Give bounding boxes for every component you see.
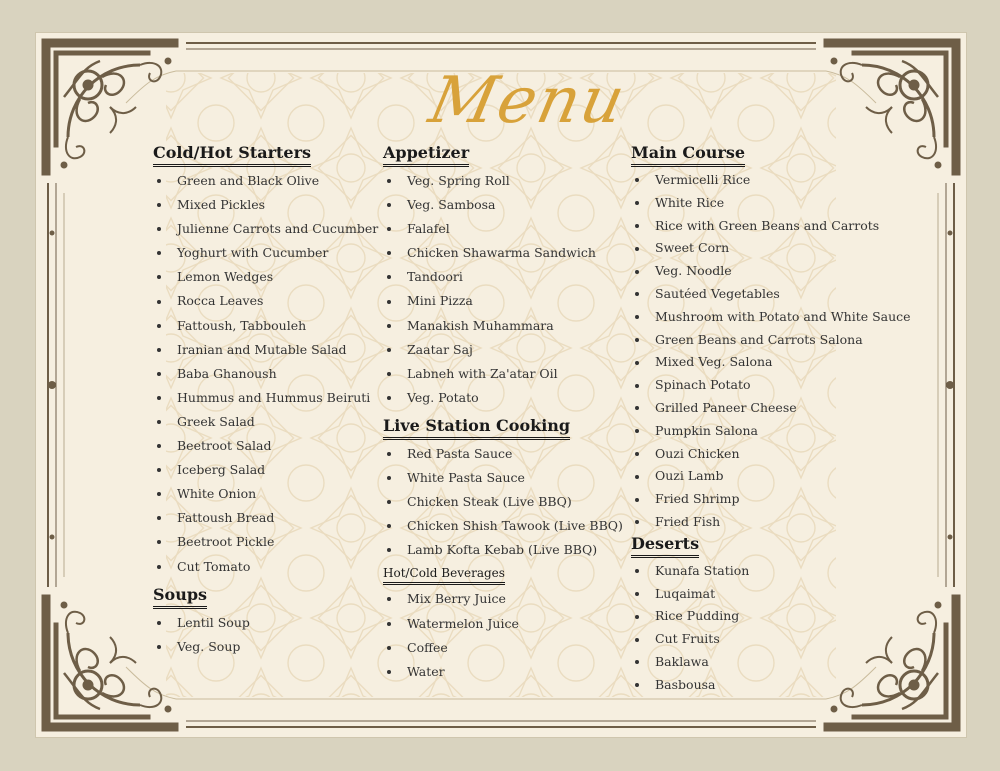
section-heading-live-station: Live Station Cooking: [383, 416, 570, 440]
menu-item: Fattoush Bread: [153, 506, 378, 530]
menu-item: Water: [383, 660, 623, 684]
section-heading-appetizer: Appetizer: [383, 143, 469, 167]
menu-item: Falafel: [383, 217, 623, 241]
menu-item: Spinach Potato: [631, 374, 911, 397]
menu-item: Chicken Shawarma Sandwich: [383, 241, 623, 265]
menu-item: Luqaimat: [631, 583, 911, 606]
menu-item: Rocca Leaves: [153, 289, 378, 313]
menu-item: Watermelon Juice: [383, 612, 623, 636]
menu-item: Pumpkin Salona: [631, 420, 911, 443]
menu-item: Ouzi Chicken: [631, 443, 911, 466]
menu-item: Baklawa: [631, 651, 911, 674]
menu-item: Fried Fish: [631, 511, 911, 534]
menu-item: Rice Pudding: [631, 605, 911, 628]
section-heading-deserts: Deserts: [631, 534, 699, 558]
menu-item: Ouzi Lamb: [631, 465, 911, 488]
list-soups: [153, 611, 378, 659]
menu-item: Beetroot Pickle: [153, 530, 378, 554]
menu-item: Coffee: [383, 636, 623, 660]
menu-item: Julienne Carrots and Cucumber: [153, 217, 378, 241]
menu-item: Green and Black Olive: [153, 169, 378, 193]
menu-item: Veg. Soup: [153, 635, 378, 659]
list-beverages: [383, 587, 623, 683]
section-heading-cold-hot-starters: Cold/Hot Starters: [153, 143, 311, 167]
menu-item: Hummus and Hummus Beiruti: [153, 386, 378, 410]
menu-item: Iceberg Salad: [153, 458, 378, 482]
menu-title: Menu: [423, 64, 633, 138]
column-right: [631, 143, 911, 697]
section-heading-main-course: Main Course: [631, 143, 745, 167]
menu-item: Fried Shrimp: [631, 488, 911, 511]
menu-item: Vermicelli Rice: [631, 169, 911, 192]
menu-item: Grilled Paneer Cheese: [631, 397, 911, 420]
menu-item: Manakish Muhammara: [383, 314, 623, 338]
menu-item: Veg. Noodle: [631, 260, 911, 283]
menu-item: Mini Pizza: [383, 289, 623, 313]
menu-item: Red Pasta Sauce: [383, 442, 623, 466]
menu-item: Fattoush, Tabbouleh: [153, 314, 378, 338]
menu-item: Kunafa Station: [631, 560, 911, 583]
column-left: [153, 143, 378, 659]
menu-item: Baba Ghanoush: [153, 362, 378, 386]
menu-item: Lemon Wedges: [153, 265, 378, 289]
menu-item: Rice with Green Beans and Carrots: [631, 215, 911, 238]
menu-item: Zaatar Saj: [383, 338, 623, 362]
menu-item: Cut Tomato: [153, 555, 378, 579]
menu-item: Beetroot Salad: [153, 434, 378, 458]
menu-item: Greek Salad: [153, 410, 378, 434]
menu-item: Mix Berry Juice: [383, 587, 623, 611]
menu-item: Basbousa: [631, 674, 911, 697]
menu-item: White Onion: [153, 482, 378, 506]
section-heading-soups: Soups: [153, 585, 207, 609]
menu-item: Iranian and Mutable Salad: [153, 338, 378, 362]
section-heading-beverages: Hot/Cold Beverages: [383, 564, 505, 585]
list-main-course: [631, 169, 911, 534]
menu-item: Lentil Soup: [153, 611, 378, 635]
menu-item: White Pasta Sauce: [383, 466, 623, 490]
menu-item: Chicken Shish Tawook (Live BBQ): [383, 514, 623, 538]
menu-item: Veg. Spring Roll: [383, 169, 623, 193]
menu-item: Chicken Steak (Live BBQ): [383, 490, 623, 514]
menu-item: Mushroom with Potato and White Sauce: [631, 306, 911, 329]
list-appetizer: [383, 169, 623, 410]
menu-item: Sweet Corn: [631, 237, 911, 260]
menu-page: [36, 33, 966, 737]
menu-item: Veg. Potato: [383, 386, 623, 410]
column-middle: [383, 143, 623, 684]
menu-item: Lamb Kofta Kebab (Live BBQ): [383, 538, 623, 562]
menu-item: Veg. Sambosa: [383, 193, 623, 217]
menu-item: Mixed Veg. Salona: [631, 351, 911, 374]
list-cold-hot-starters: [153, 169, 378, 579]
menu-item: Yoghurt with Cucumber: [153, 241, 378, 265]
menu-item: White Rice: [631, 192, 911, 215]
list-deserts: [631, 560, 911, 697]
menu-item: Tandoori: [383, 265, 623, 289]
menu-item: Green Beans and Carrots Salona: [631, 329, 911, 352]
menu-item: Mixed Pickles: [153, 193, 378, 217]
menu-item: Labneh with Za'atar Oil: [383, 362, 623, 386]
list-live-station: [383, 442, 623, 562]
menu-item: Cut Fruits: [631, 628, 911, 651]
menu-item: Sautéed Vegetables: [631, 283, 911, 306]
